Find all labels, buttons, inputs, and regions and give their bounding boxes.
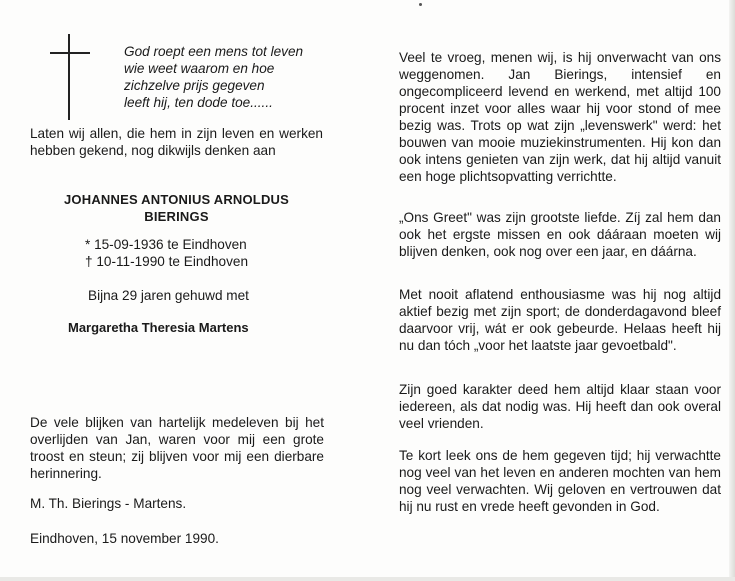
married-text: Bijna 29 jaren gehuwd met: [88, 288, 249, 303]
card-edge-right: [729, 0, 735, 581]
deceased-name: [30, 191, 323, 225]
paragraph-4: Zijn goed karakter deed hem altijd klaar staan voor iedereen, als dat nodig was. Hij heeft dan ook overal veel vrienden.: [399, 382, 721, 431]
poem-line: God roept een mens tot leven: [124, 44, 304, 59]
spouse-name: Margaretha Theresia Martens: [68, 320, 249, 335]
deceased-name-line1: JOHANNES ANTONIUS ARNOLDUS: [63, 192, 289, 207]
signature: M. Th. Bierings - Martens.: [30, 496, 187, 511]
cross-icon: [68, 34, 70, 120]
deceased-name-line2: BIERINGS: [144, 209, 209, 224]
paragraph-1: Veel te vroeg, menen wij, is hij onverwacht van ons weggenomen. Jan Bierings, intensief en ongecompliceerd levend en werkend, met altijd 100 procent inzet voor alles waar hij voor stond of mee bezig was. Trots op wat zijn „levenswerk" werd: het bouwen van mooie muziekinstrumenten. Hij kon dan ook intens genieten van zijn werk, dat hij altijd vanuit een hoge plichtsopvatting verrichtte.: [399, 50, 721, 184]
poem-line: wie weet waarom en hoe: [124, 61, 275, 76]
poem-line: leeft hij, ten dode toe......: [124, 95, 273, 110]
birth-date: * 15-09-1936 te Eindhoven: [85, 237, 247, 252]
poem: [124, 43, 334, 111]
intro-text: Laten wij allen, die hem in zijn leven en werken hebben gekend, nog dikwijls denken aan: [30, 126, 323, 158]
place-date: Eindhoven, 15 november 1990.: [30, 531, 219, 546]
paragraph-5: Te kort leek ons de hem gegeven tijd; hij verwachtte nog veel van het leven en anderen mochten van hem nog veel verwachten. Wij geloven en vertrouwen dat hij nu rust en vrede heeft gevonden in God.: [399, 448, 721, 514]
card-edge-bottom: [0, 577, 735, 581]
poem-line: zichzelve prijs gegeven: [124, 78, 265, 93]
paragraph-2: „Ons Greet" was zijn grootste liefde. Zíj zal hem dan ook het ergste missen en ook dááraan moeten wij blijven denken, ook nog over een jaar, en dáárna.: [399, 210, 721, 259]
cross-icon-bar: [50, 52, 90, 54]
thanks-text: De vele blijken van hartelijk medeleven bij het overlijden van Jan, waren voor mij een grote troost en steun; zij blijven voor mij een dierbare herinnering.: [30, 415, 324, 481]
life-dates: [85, 236, 315, 270]
print-speck: [419, 3, 422, 6]
paragraph-3: Met nooit aflatend enthousiasme was hij nog altijd aktief bezig met zijn sport; de donderdagavond bleef daarvoor vrij, wát er ook gebeurde. Helaas heeft hij nu dan tóch „voor het laatste jaar gevoetbald".: [399, 287, 721, 353]
death-date: † 10-11-1990 te Eindhoven: [85, 254, 248, 269]
